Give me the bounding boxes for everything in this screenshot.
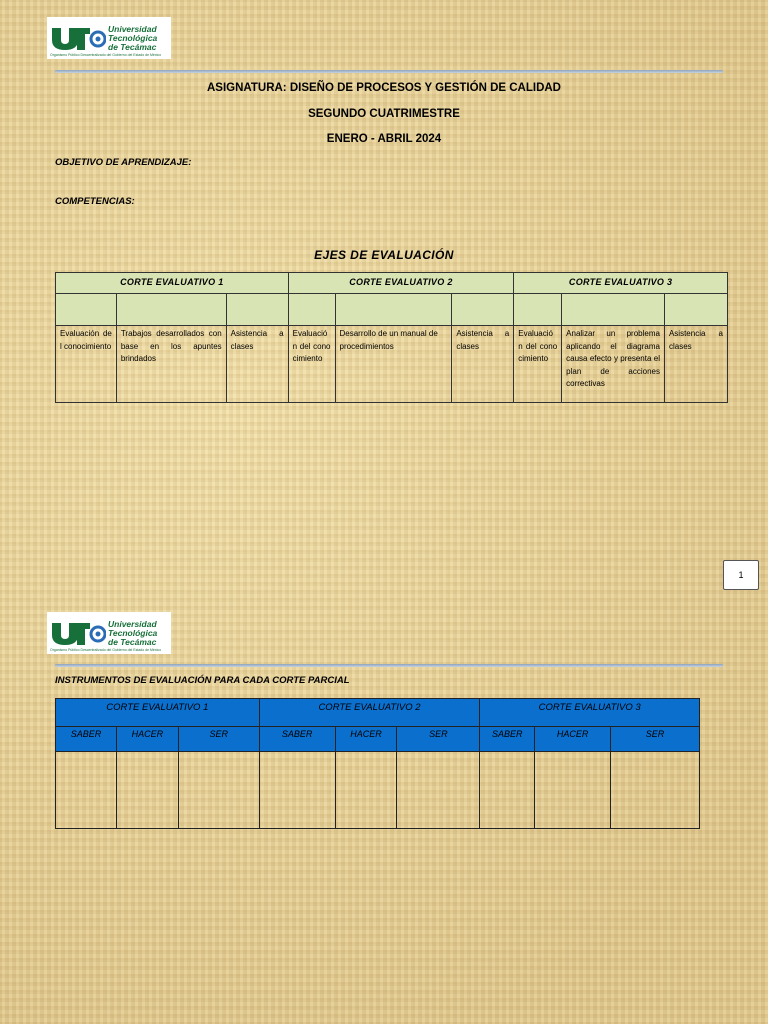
instruments-empty-cell <box>178 752 259 829</box>
axes-title: EJES DE EVALUACIÓN <box>314 248 454 262</box>
university-logo <box>47 612 171 654</box>
page-number: 1 <box>723 560 759 590</box>
ut-logo-icon <box>50 619 106 647</box>
axes-cell: Asistencia a clases <box>226 326 288 403</box>
axes-cell: Desarrollo de un manual de procedimientos <box>335 326 452 403</box>
sub-header-saber: SABER <box>56 727 117 752</box>
logo-line-2: Tecnológica <box>108 32 158 43</box>
objective-label: OBJETIVO DE APRENDIZAJE: <box>55 157 192 168</box>
instruments-table <box>55 698 700 829</box>
axes-cell: Evaluación del conocimiento <box>288 326 335 403</box>
sub-header-hacer: HACER <box>535 727 611 752</box>
term-title: SEGUNDO CUATRIMESTRE <box>308 108 460 120</box>
axes-empty-cell <box>335 294 452 326</box>
axes-table <box>55 272 728 403</box>
period-title: ENERO - ABRIL 2024 <box>326 133 442 145</box>
axes-cell: Evaluación del conocimiento <box>56 326 117 403</box>
axes-empty-cell <box>226 294 288 326</box>
axes-header-2: CORTE EVALUATIVO 2 <box>288 273 514 294</box>
university-logo <box>47 17 171 59</box>
logo-line-1: Universidad <box>108 618 157 629</box>
instruments-header-2: CORTE EVALUATIVO 2 <box>259 699 480 727</box>
instruments-empty-cell <box>397 752 480 829</box>
header-rule <box>55 70 723 73</box>
axes-empty-cell <box>562 294 665 326</box>
axes-cell: Analizar un problema aplicando el diagrama causa efecto y presenta el plan de acciones correctivas <box>562 326 665 403</box>
sub-header-saber: SABER <box>480 727 535 752</box>
sub-header-ser: SER <box>397 727 480 752</box>
logo-line-2: Tecnológica <box>108 627 158 638</box>
axes-empty-cell <box>452 294 514 326</box>
instruments-empty-cell <box>335 752 397 829</box>
sub-header-ser: SER <box>178 727 259 752</box>
axes-cell: Asistencia a clases <box>664 326 727 403</box>
axes-header-1: CORTE EVALUATIVO 1 <box>56 273 289 294</box>
instruments-header-3: CORTE EVALUATIVO 3 <box>480 699 700 727</box>
axes-empty-cell <box>56 294 117 326</box>
logo-subtitle: Organismo Público Descentralizado del Gobierno del Estado de México <box>50 648 162 652</box>
axes-cell: Evaluación del conocimiento <box>514 326 562 403</box>
axes-empty-cell <box>664 294 727 326</box>
sub-header-hacer: HACER <box>335 727 397 752</box>
instruments-empty-cell <box>56 752 117 829</box>
axes-header-3: CORTE EVALUATIVO 3 <box>514 273 728 294</box>
instruments-empty-cell <box>116 752 178 829</box>
sub-header-saber: SABER <box>259 727 335 752</box>
axes-cell: Trabajos desarrollados con base en los apuntes brindados <box>116 326 226 403</box>
axes-empty-cell <box>288 294 335 326</box>
logo-line-3: de Tecámac <box>108 636 157 647</box>
ut-logo-icon <box>50 24 106 52</box>
subject-title: ASIGNATURA: DISEÑO DE PROCESOS Y GESTIÓN DE CALIDAD <box>207 82 561 94</box>
logo-subtitle: Organismo Público Descentralizado del Gobierno del Estado de México <box>50 53 162 57</box>
sub-header-ser: SER <box>611 727 700 752</box>
instruments-title: INSTRUMENTOS DE EVALUACIÓN PARA CADA CORTE PARCIAL <box>55 675 350 686</box>
header-rule <box>55 664 723 667</box>
competencies-label: COMPETENCIAS: <box>55 196 135 207</box>
instruments-empty-cell <box>535 752 611 829</box>
instruments-empty-cell <box>611 752 700 829</box>
sub-header-hacer: HACER <box>116 727 178 752</box>
instruments-empty-cell <box>259 752 335 829</box>
logo-line-1: Universidad <box>108 23 157 34</box>
axes-cell: Asistencia a clases <box>452 326 514 403</box>
instruments-header-1: CORTE EVALUATIVO 1 <box>56 699 260 727</box>
axes-empty-cell <box>514 294 562 326</box>
logo-line-3: de Tecámac <box>108 41 157 52</box>
axes-empty-cell <box>116 294 226 326</box>
instruments-empty-cell <box>480 752 535 829</box>
